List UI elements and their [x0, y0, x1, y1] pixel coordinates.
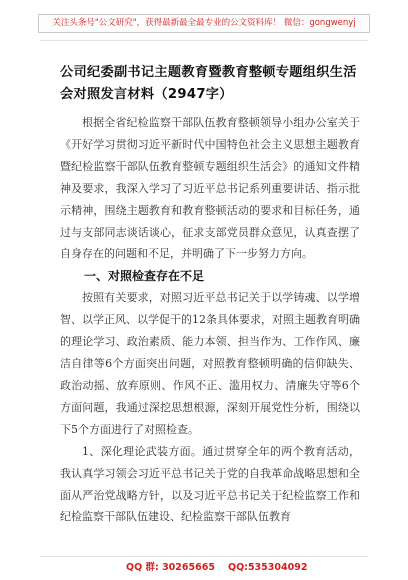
footer	[0, 560, 408, 576]
document-body	[60, 112, 360, 528]
footer-qq: QQ:535304092	[228, 562, 308, 573]
footer-qq-group: QQ 群: 30265665	[126, 562, 215, 573]
document-title: 公司纪委副书记主题教育暨教育整顿专题组织生活会对照发言材料（2947字）	[60, 65, 357, 102]
header-divider	[40, 40, 368, 41]
header-banner: 关注头条号"公文研究"，获得最新最全最专业的公文资料库！ 微信：gongwenyj	[38, 14, 370, 33]
section-paragraph: 按照有关要求，对照习近平总书记关于以学铸魂、以学增智、以学正风、以学促干的12条具体要求，对照主题教育明确的理论学习、政治素质、能力本领、担当作为、工作作风、廉洁自律等6个方面突出问题，对照教育整顿明确的信仰缺失、政治动摇、放弃原则、作风不正、滥用权力、清廉失守等6个方面问题，我通过深挖思想根源，深刻开展党性分析，围绕以下5个方面进行了对照检查。	[60, 291, 360, 436]
section-paragraph: 1、深化理论武装方面。通过贯穿全年的两个教育活动，我认真学习领会习近平总书记关于党的自我革命战略思想和全面从严治党战略方针，以及习近平总书记关于纪检监察工作和纪检监察干部队伍建设、纪检监察干部队伍教育	[60, 444, 360, 524]
intro-paragraph: 根据全省纪检监察干部队伍教育整顿领导小组办公室关于《开好学习贯彻习近平新时代中国特色社会主义思想主题教育暨纪检监察干部队伍教育整顿专题组织生活会》的通知文件精神及要求，我深入学习了习近平总书记系列重要讲话、指示批示精神，围绕主题教育和教育整顿活动的要求和目标任务，通过与支部同志谈话谈心，征求支部党员群众意见，认真查摆了自身存在的问题和不足，并明确了下一步努力方向。	[60, 116, 360, 261]
section-heading: 一、对照检查存在不足	[84, 269, 205, 284]
footer-divider	[40, 556, 368, 557]
